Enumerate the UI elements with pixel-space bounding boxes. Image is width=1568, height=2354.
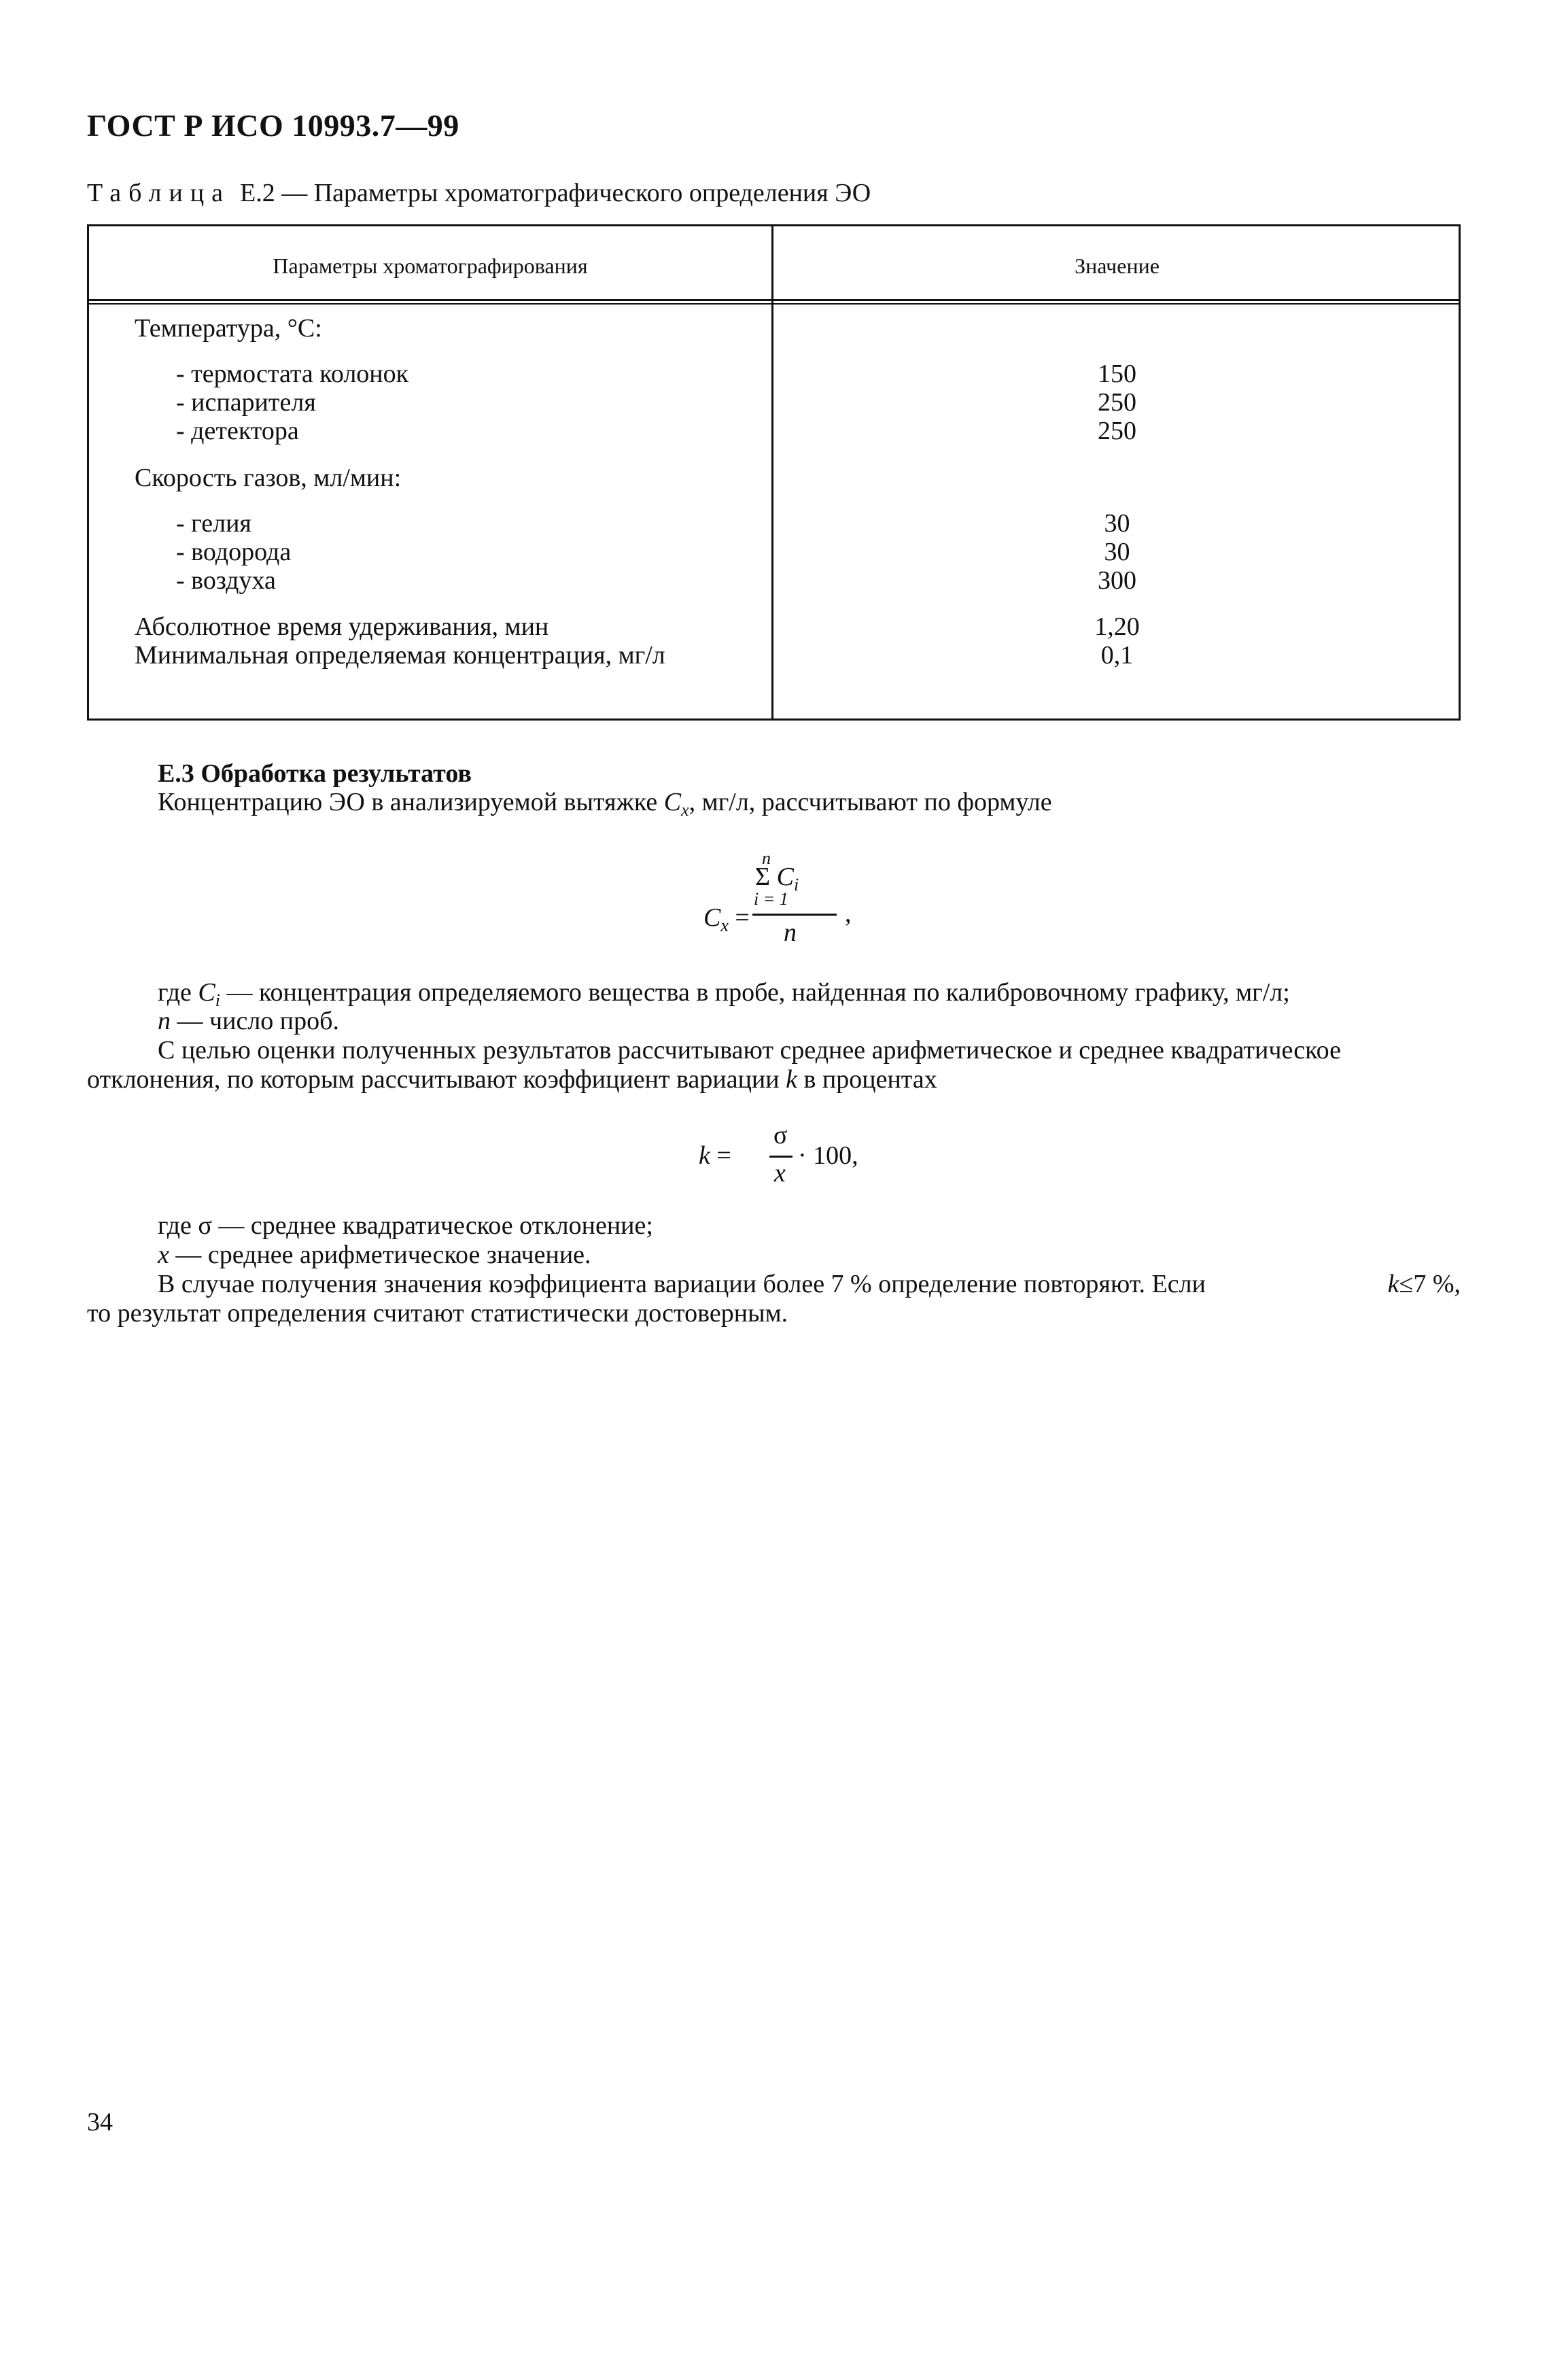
table-row-value: 30: [1104, 538, 1130, 566]
table-row-label: Абсолютное время удерживания, мин: [135, 612, 549, 641]
paragraph-text: ≤7 %,: [1399, 1270, 1461, 1298]
paragraph-line: [158, 1269, 1461, 1299]
formula-denominator: n: [784, 918, 797, 947]
variation-coefficient-formula: [699, 1120, 875, 1195]
table-row-value: 300: [1098, 566, 1136, 595]
equals-sign: =: [716, 1141, 731, 1170]
variable-ci: C: [776, 863, 794, 891]
paragraph-text: отклонения, по которым рассчитывают коэффициент вариации: [87, 1065, 780, 1094]
variable-cx: C: [703, 903, 721, 932]
intro-text-end: , мг/л, рассчитывают по формуле: [689, 788, 1052, 816]
intro-paragraph: [158, 787, 1052, 825]
paragraph-text: В случае получения значения коэффициента вариации более 7 % определение повторяют. Если: [158, 1270, 1206, 1298]
variable-k: k: [786, 1065, 797, 1094]
table-row-label: Температура, °С:: [135, 314, 322, 343]
table-caption-text: Е.2 — Параметры хроматографического определения ЭО: [240, 179, 871, 207]
where-x-line: [158, 1240, 591, 1270]
table-row-label: - гелия: [176, 509, 251, 538]
where-word: где: [158, 978, 192, 1007]
where-n-line: [158, 1006, 339, 1036]
subscript-x: x: [681, 800, 689, 820]
page-number: 34: [87, 2108, 113, 2136]
where-x-text: — среднее арифметическое значение.: [169, 1241, 591, 1269]
formula-numerator: σ: [773, 1121, 788, 1149]
subscript-i: i: [793, 875, 799, 895]
where-sigma-line: где σ — среднее квадратическое отклонение;: [158, 1211, 653, 1240]
paragraph-text-end: [1388, 1269, 1461, 1299]
variable-ci: C: [198, 978, 215, 1007]
table-row-label: - термостата колонок: [176, 360, 409, 388]
variable-x: x: [158, 1241, 169, 1269]
paragraph-line: [87, 1065, 937, 1094]
paragraph-text: в процентах: [803, 1065, 937, 1094]
table-row-label: - испарителя: [176, 388, 316, 417]
formula-denominator: x: [774, 1159, 786, 1188]
formula-comma: ,: [845, 899, 852, 928]
table-caption-word: Таблица: [87, 179, 231, 207]
table-row-value: 150: [1098, 360, 1136, 388]
fraction-bar: [769, 1156, 792, 1158]
variable-k: k: [1387, 1270, 1399, 1298]
table-row-label: Минимальная определяемая концентрация, мг/л: [135, 641, 665, 670]
parameters-table: [87, 224, 1461, 721]
formula-lhs: [703, 903, 750, 936]
sigma-symbol: Σ: [755, 863, 771, 891]
formula-lhs: [699, 1141, 731, 1171]
document-header: ГОСТ Р ИСО 10993.7—99: [87, 108, 459, 143]
variable-n: n: [158, 1007, 171, 1035]
subscript-i: i: [215, 990, 220, 1010]
paragraph-line: то результат определения считают статистически достоверным.: [87, 1299, 788, 1328]
variable-k: k: [699, 1141, 710, 1170]
table-header-value: Значение: [1075, 254, 1160, 278]
where-n-text: — число проб.: [171, 1007, 339, 1035]
equals-sign: =: [735, 903, 750, 932]
table-row-value: 250: [1098, 417, 1136, 445]
table-body: [89, 306, 1459, 719]
table-row-label: Скорость газов, мл/мин:: [135, 464, 402, 492]
table-caption: [87, 178, 871, 208]
table-header-divider: [89, 299, 1459, 305]
table-row-value: 1,20: [1094, 612, 1140, 641]
paragraph-line: С целью оценки полученных результатов рассчитывают среднее арифметическое и среднее квадратическое: [158, 1036, 1342, 1065]
table-row-value: 30: [1104, 509, 1130, 538]
table-row-label: - детектора: [176, 417, 299, 445]
table-row-value: 0,1: [1100, 641, 1134, 670]
subscript-x: x: [720, 916, 729, 935]
variable-c: C: [663, 788, 682, 816]
table-row-label: - воздуха: [176, 566, 276, 595]
mean-concentration-formula: [703, 848, 853, 957]
intro-text: Концентрацию ЭО в анализируемой вытяжке: [158, 788, 658, 816]
table-row-value: 250: [1098, 388, 1136, 417]
fraction-bar: [752, 914, 837, 916]
sigma-lower-limit: i = 1: [754, 889, 788, 909]
formula-multiplier: · 100,: [798, 1141, 858, 1170]
table-header-parameters: Параметры хроматографирования: [273, 254, 588, 278]
table-row-label: - водорода: [176, 538, 292, 566]
sigma-upper-limit: n: [762, 848, 771, 868]
section-title: Е.3 Обработка результатов: [158, 759, 472, 788]
where-ci-text: — концентрация определяемого вещества в пробе, найденная по калибровочному графику, мг/л;: [220, 978, 1290, 1007]
